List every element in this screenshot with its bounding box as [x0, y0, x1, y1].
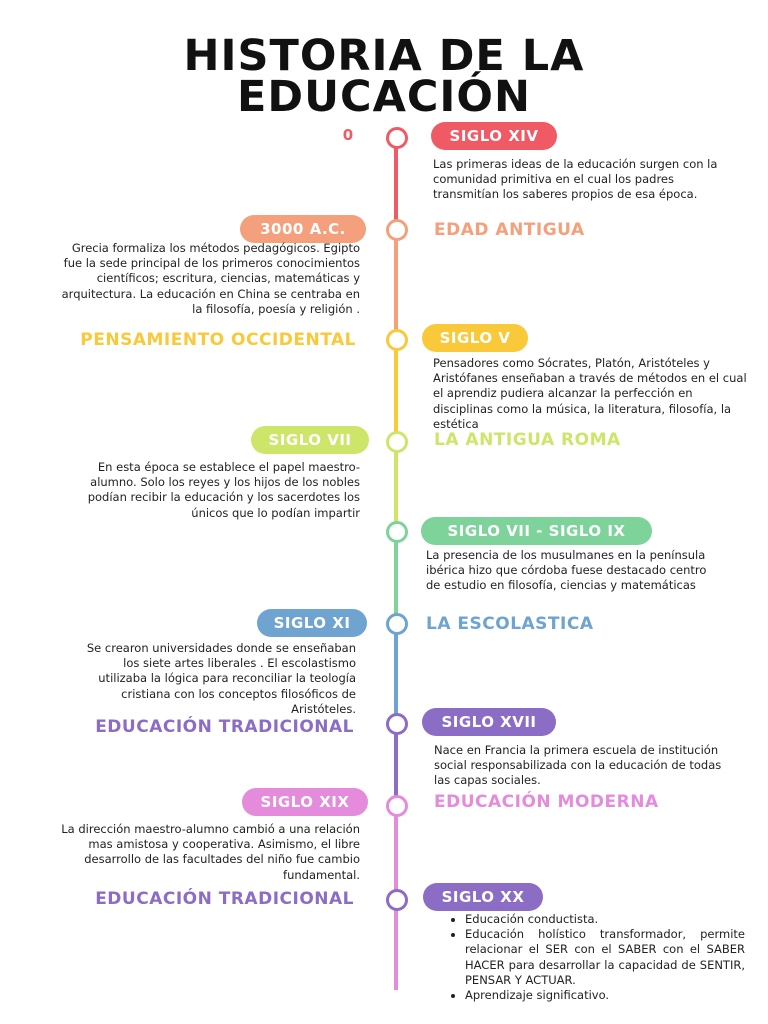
- timeline-segment: [394, 228, 398, 338]
- timeline-node: [386, 889, 408, 911]
- era-description: Las primeras ideas de la educación surgen con la comunidad primitiva en el cual los padres transmitían los saberes propios de esa época.: [433, 157, 718, 202]
- era-heading: EDUCACIÓN MODERNA: [434, 792, 659, 812]
- era-heading: EDUCACIÓN TRADICIONAL: [95, 717, 354, 737]
- timeline-node: [386, 613, 408, 635]
- timeline-segment: [394, 338, 398, 440]
- timeline-node: [386, 431, 408, 453]
- title-line-1: HISTORIA DE LA: [183, 31, 585, 81]
- timeline-segment: [394, 142, 398, 228]
- era-description: Se crearon universidades donde se enseñaban los siete artes liberales . El escolastismo utilizaba la lógica para reconciliar la teología cristiana con los conceptos filosóficos de Aristóteles.: [86, 641, 356, 716]
- timeline-node: [386, 713, 408, 735]
- list-item: • Educación conductista.: [465, 912, 745, 927]
- era-heading: EDUCACIÓN TRADICIONAL: [95, 889, 354, 909]
- timeline-start-marker: 0: [342, 126, 354, 144]
- era-description: Nace en Francia la primera escuela de institución social responsabilizada con la educación de todas las capas sociales.: [434, 743, 722, 788]
- timeline-node: [386, 219, 408, 241]
- era-badge: SIGLO XIV: [431, 122, 557, 150]
- era-heading: LA ESCOLASTICA: [426, 614, 594, 634]
- era-heading: PENSAMIENTO OCCIDENTAL: [80, 330, 356, 350]
- era-heading: EDAD ANTIGUA: [434, 220, 585, 240]
- list-item: • Aprendizaje significativo.: [465, 988, 745, 1003]
- era-badge: SIGLO XX: [423, 883, 543, 911]
- timeline-node: [386, 521, 408, 543]
- timeline-node: [386, 795, 408, 817]
- era-badge: SIGLO XIX: [242, 788, 368, 816]
- timeline-segment: [394, 440, 398, 530]
- era-bullet-list: [433, 912, 745, 1003]
- era-description: La presencia de los musulmanes en la península ibérica hizo que córdoba fuese destacado centro de estudio en filosofía, ciencias y matemáticas: [426, 548, 707, 593]
- era-badge: SIGLO XI: [257, 609, 367, 637]
- timeline-segment: [394, 622, 398, 722]
- era-badge: SIGLO VII - SIGLO IX: [421, 517, 652, 545]
- era-description: Grecia formaliza los métodos pedagógicos. Egipto fue la sede principal de los primeros conocimientos científicos; escritura, ciencias, matemáticas y arquitectura. La educación en China se centraba en la filosofía, poesía y religión .: [61, 241, 360, 316]
- era-heading: LA ANTIGUA ROMA: [434, 430, 621, 450]
- era-badge: SIGLO VII: [251, 426, 369, 454]
- timeline-segment: [394, 530, 398, 622]
- era-description: La dirección maestro-alumno cambió a una relación mas amistosa y cooperativa. Asimismo, el libre desarrollo de las facultades del niño fue cambio fundamental.: [61, 822, 360, 882]
- era-description: Pensadores como Sócrates, Platón, Aristóteles y Aristófanes enseñaban a través de métodos en el cual el aprendiz pudiera alcanzar la perfección en disciplinas como la música, la literatura, filosofía, la estética: [433, 356, 747, 431]
- era-badge: SIGLO V: [422, 324, 528, 352]
- timeline-node: [386, 127, 408, 149]
- timeline-node: [386, 329, 408, 351]
- title-line-2: EDUCACIÓN: [237, 72, 531, 122]
- era-badge: SIGLO XVII: [422, 708, 556, 736]
- era-badge: 3000 A.C.: [240, 215, 366, 243]
- era-description: En esta época se establece el papel maestro-alumno. Solo los reyes y los hijos de los nobles podían recibir la educación y los sacerdotes los únicos que lo podían impartir: [87, 460, 360, 520]
- list-item: • Educación holístico transformador, permite relacionar el SER con el SABER con el SABER HACER para desarrollar la capacidad de SENTIR, PENSAR Y ACTUAR.: [465, 927, 745, 988]
